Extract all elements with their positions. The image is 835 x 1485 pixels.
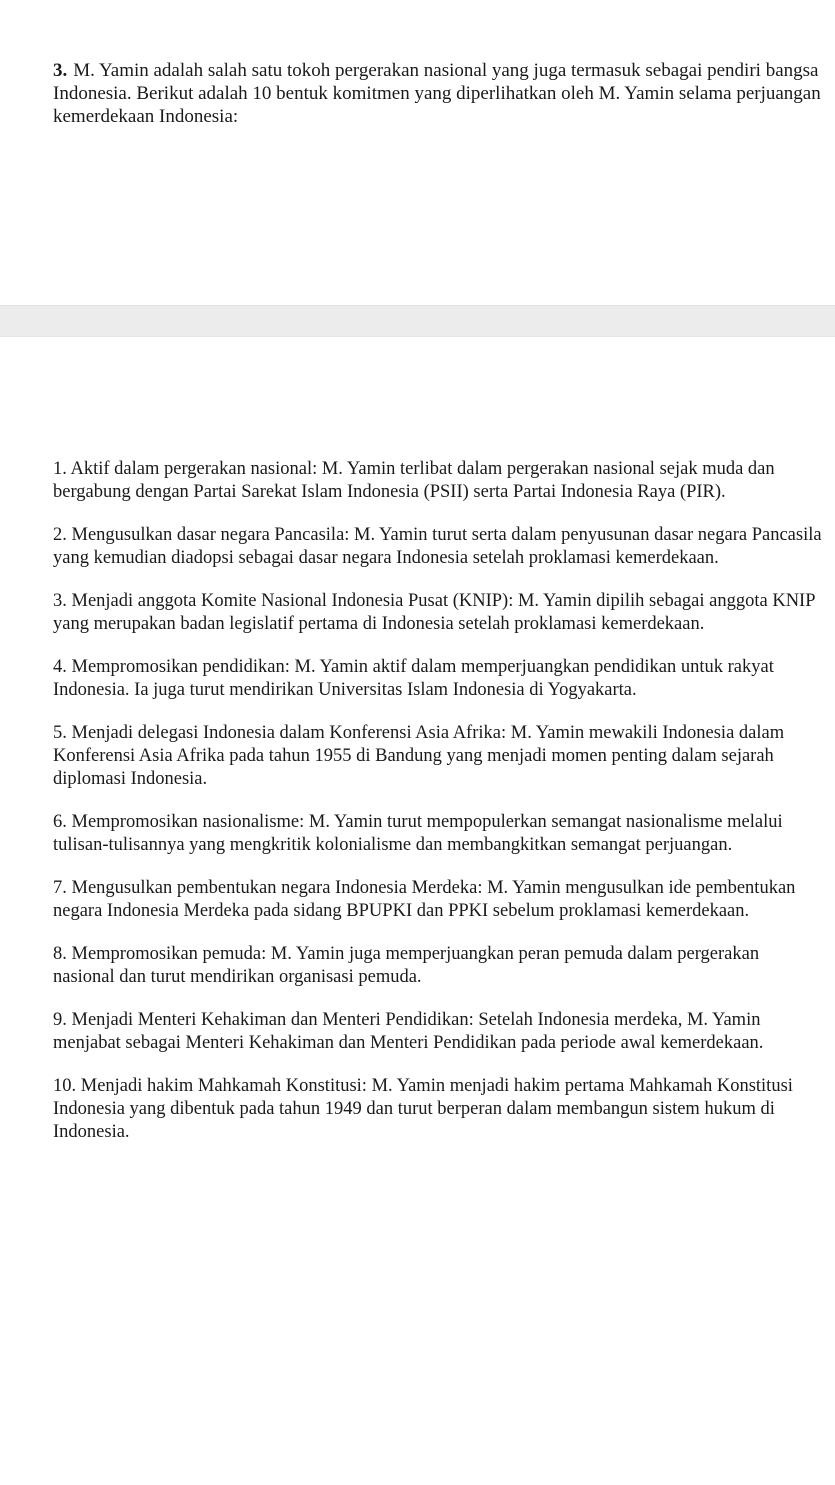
answer-item: 6. Mempromosikan nasionalisme: M. Yamin turut mempopulerkan semangat nasionalisme melalui tulisan-tulisannya yang mengkritik kolonialisme dan membangkitkan semangat perjuangan. (53, 812, 783, 855)
question-page (0, 0, 835, 305)
question-paragraph (53, 59, 823, 128)
page-separator (0, 305, 835, 337)
answer-item: 9. Menjadi Menteri Kehakiman dan Menteri Pendidikan: Setelah Indonesia merdeka, M. Yamin menjabat sebagai Menteri Kehakiman dan Menteri Pendidikan pada periode awal kemerdekaan. (53, 1010, 764, 1053)
question-number: 3. (53, 60, 68, 81)
answer-item: 2. Mengusulkan dasar negara Pancasila: M. Yamin turut serta dalam penyusunan dasar negara Pancasila yang kemudian diadopsi sebagai dasar negara Indonesia setelah proklamasi kemerdekaan. (53, 525, 822, 568)
answer-item: 4. Mempromosikan pendidikan: M. Yamin aktif dalam memperjuangkan pendidikan untuk rakyat Indonesia. Ia juga turut mendirikan Universitas Islam Indonesia di Yogyakarta. (53, 657, 774, 700)
answer-list (53, 458, 823, 1164)
answer-item: 8. Mempromosikan pemuda: M. Yamin juga memperjuangkan peran pemuda dalam pergerakan nasional dan turut mendirikan organisasi pemuda. (53, 944, 760, 987)
question-text: M. Yamin adalah salah satu tokoh pergerakan nasional yang juga termasuk sebagai pendiri bangsa Indonesia. Berikut adalah 10 bentuk komitmen yang diperlihatkan oleh M. Yamin selama perjuangan kemerdekaan Indonesia: (53, 60, 821, 127)
answer-item: 10. Menjadi hakim Mahkamah Konstitusi: M. Yamin menjadi hakim pertama Mahkamah Konstitusi Indonesia yang dibentuk pada tahun 1949 dan turut berperan dalam membangun sistem hukum di Indonesia. (53, 1076, 793, 1142)
answer-item: 3. Menjadi anggota Komite Nasional Indonesia Pusat (KNIP): M. Yamin dipilih sebagai anggota KNIP yang merupakan badan legislatif pertama di Indonesia setelah proklamasi kemerdekaan. (53, 591, 815, 634)
answer-item: 1. Aktif dalam pergerakan nasional: M. Yamin terlibat dalam pergerakan nasional sejak muda dan bergabung dengan Partai Sarekat Islam Indonesia (PSII) serta Partai Indonesia Raya (PIR). (53, 459, 775, 502)
answer-item: 5. Menjadi delegasi Indonesia dalam Konferensi Asia Afrika: M. Yamin mewakili Indonesia dalam Konferensi Asia Afrika pada tahun 1955 di Bandung yang menjadi momen penting dalam sejarah diplomasi Indonesia. (53, 723, 785, 789)
answer-item: 7. Mengusulkan pembentukan negara Indonesia Merdeka: M. Yamin mengusulkan ide pembentukan negara Indonesia Merdeka pada sidang BPUPKI dan PPKI sebelum proklamasi kemerdekaan. (53, 878, 796, 921)
